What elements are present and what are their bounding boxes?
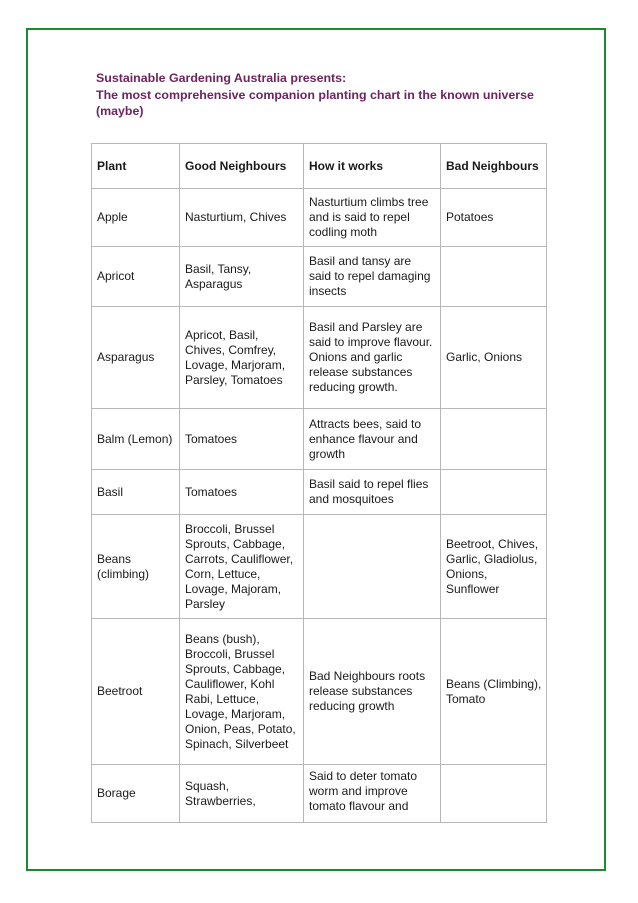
- plant-cell: Asparagus: [92, 307, 180, 409]
- good-neighbours-cell: Tomatoes: [180, 470, 304, 515]
- table-row: [92, 307, 547, 409]
- bad-neighbours-cell: Beans (Climbing), Tomato: [441, 619, 547, 765]
- bad-neighbours-cell: Garlic, Onions: [441, 307, 547, 409]
- good-neighbours-cell: Tomatoes: [180, 409, 304, 470]
- plant-cell: Apricot: [92, 247, 180, 307]
- document-heading: [96, 70, 536, 119]
- header-plant: Plant: [92, 144, 180, 189]
- good-neighbours-cell: Broccoli, Brussel Sprouts, Cabbage, Carrots, Cauliflower, Corn, Lettuce, Lovage, Majoram, Parsley: [180, 515, 304, 619]
- how-it-works-cell: Bad Neighbours roots release substances reducing growth: [304, 619, 441, 765]
- companion-planting-table: [91, 143, 547, 823]
- bad-neighbours-cell: [441, 409, 547, 470]
- document-subtitle: The most comprehensive companion planting chart in the known universe (maybe): [96, 88, 534, 118]
- header-good-neighbours: Good Neighbours: [180, 144, 304, 189]
- plant-cell: Beans (climbing): [92, 515, 180, 619]
- bad-neighbours-cell: [441, 247, 547, 307]
- table-row: [92, 247, 547, 307]
- header-bad-neighbours: Bad Neighbours: [441, 144, 547, 189]
- bad-neighbours-cell: [441, 470, 547, 515]
- how-it-works-cell: Basil and Parsley are said to improve flavour. Onions and garlic release substances reducing growth.: [304, 307, 441, 409]
- table-row: [92, 619, 547, 765]
- plant-cell: Beetroot: [92, 619, 180, 765]
- good-neighbours-cell: Beans (bush), Broccoli, Brussel Sprouts, Cabbage, Cauliflower, Kohl Rabi, Lettuce, Lovage, Marjoram, Onion, Peas, Potato, Spinach, Silverbeet: [180, 619, 304, 765]
- how-it-works-cell: Nasturtium climbs tree and is said to repel codling moth: [304, 189, 441, 247]
- document-title: Sustainable Gardening Australia presents:: [96, 71, 347, 85]
- table-row: [92, 765, 547, 823]
- how-it-works-cell: [304, 515, 441, 619]
- header-how-it-works: How it works: [304, 144, 441, 189]
- plant-cell: Balm (Lemon): [92, 409, 180, 470]
- good-neighbours-cell: Basil, Tansy, Asparagus: [180, 247, 304, 307]
- table-row: [92, 470, 547, 515]
- good-neighbours-cell: Nasturtium, Chives: [180, 189, 304, 247]
- how-it-works-cell: Basil said to repel flies and mosquitoes: [304, 470, 441, 515]
- bad-neighbours-cell: Beetroot, Chives, Garlic, Gladiolus, Onions, Sunflower: [441, 515, 547, 619]
- how-it-works-cell: Attracts bees, said to enhance flavour and growth: [304, 409, 441, 470]
- good-neighbours-cell: Squash, Strawberries,: [180, 765, 304, 823]
- table-row: [92, 189, 547, 247]
- plant-cell: Borage: [92, 765, 180, 823]
- table-row: [92, 515, 547, 619]
- bad-neighbours-cell: Potatoes: [441, 189, 547, 247]
- table-row: [92, 409, 547, 470]
- how-it-works-cell: Said to deter tomato worm and improve tomato flavour and: [304, 765, 441, 823]
- table-header-row: [92, 144, 547, 189]
- bad-neighbours-cell: [441, 765, 547, 823]
- plant-cell: Basil: [92, 470, 180, 515]
- good-neighbours-cell: Apricot, Basil, Chives, Comfrey, Lovage, Marjoram, Parsley, Tomatoes: [180, 307, 304, 409]
- how-it-works-cell: Basil and tansy are said to repel damaging insects: [304, 247, 441, 307]
- plant-cell: Apple: [92, 189, 180, 247]
